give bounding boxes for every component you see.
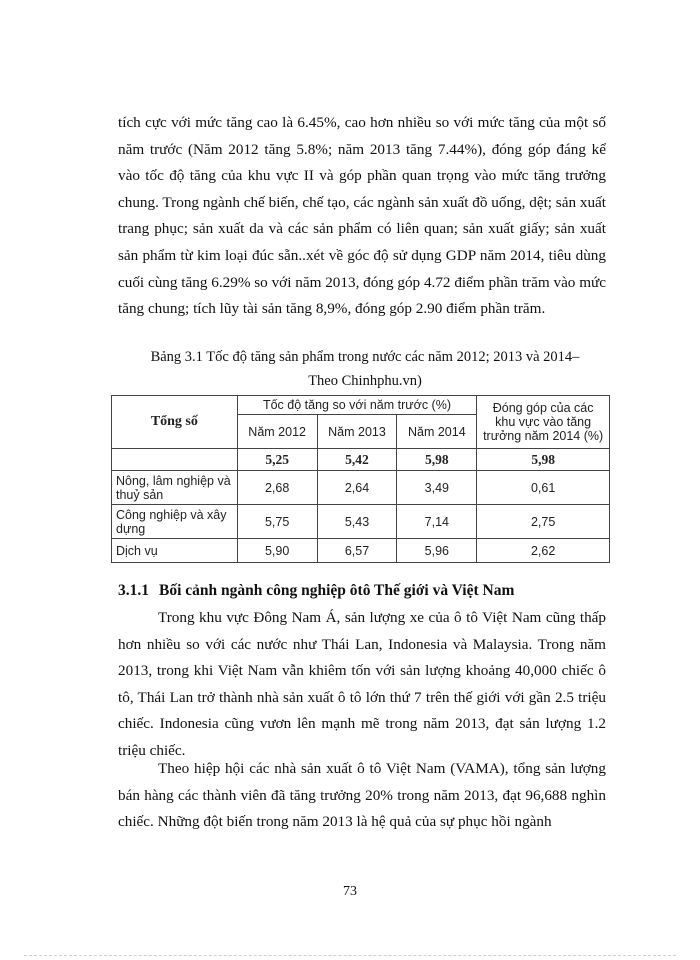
table-cell: 2,75 [477, 505, 610, 539]
paragraph-southeast-asia: Trong khu vực Đông Nam Á, sản lượng xe của ô tô Việt Nam cũng thấp hơn nhiều so với các nước như Thái Lan, Indonesia và Malaysia. Trong năm 2013, trong khi Việt Nam vẫn khiêm tốn với sản lượng khoảng 40,000 chiếc ô tô, Thái Lan trở thành nhà sản xuất ô tô lớn thứ 7 trên thế giới với gần 2.5 triệu chiếc. Indonesia cũng vươn lên mạnh mẽ trong năm 2013, đạt sản lượng 1.2 triệu chiếc. [118, 609, 606, 759]
growth-table [111, 395, 610, 563]
table-cell: 5,25 [237, 449, 317, 471]
table-row-total [112, 449, 610, 471]
table-cell: 7,14 [397, 505, 477, 539]
table-cell: 5,75 [237, 505, 317, 539]
table-header-row-1 [112, 396, 610, 415]
table-cell: 2,64 [317, 471, 397, 505]
table-row [112, 471, 610, 505]
table-row-label: Nông, lâm nghiệp và thuỷ sản [112, 471, 238, 505]
growth-group-header: Tốc độ tăng so với năm trước (%) [237, 396, 477, 415]
table-cell: 0,61 [477, 471, 610, 505]
contribution-header: Đóng góp của các khu vực vào tăng trưởng năm 2014 (%) [477, 396, 610, 449]
table-row-label: Công nghiệp và xây dựng [112, 505, 238, 539]
table-corner-header: Tổng số [112, 396, 238, 449]
table-caption [110, 345, 620, 393]
table-row [112, 505, 610, 539]
table-row [112, 539, 610, 563]
paragraph-gdp-growth: tích cực với mức tăng cao là 6.45%, cao hơn nhiều so với mức tăng của một số năm trước (Năm 2012 tăng 5.8%; năm 2013 tăng 7.44%), đóng góp đáng kể vào tốc độ tăng của khu vực II và góp phần quan trọng vào mức tăng trưởng chung. Trong ngành chế biến, chế tạo, các ngành sản xuất đồ uống, dệt; sản xuất trang phục; sản xuất da và các sản phẩm có liên quan; sản xuất giấy; sản xuất sản phẩm từ kim loại đúc sẵn..xét về góc độ sử dụng GDP năm 2014, tiêu dùng cuối cùng tăng 6.29% so với năm 2013, đóng góp 4.72 điểm phần trăm vào mức tăng chung; tích lũy tài sản tăng 8,9%, đóng góp 2.90 điểm phần trăm. [118, 114, 606, 318]
table-row-label: Dịch vụ [112, 539, 238, 563]
caption-line-2: Theo Chinhphu.vn) [308, 373, 422, 389]
table-cell: 2,68 [237, 471, 317, 505]
year-header-2014: Năm 2014 [397, 415, 477, 449]
table-cell: 5,42 [317, 449, 397, 471]
table-cell: 5,90 [237, 539, 317, 563]
year-header-2013: Năm 2013 [317, 415, 397, 449]
table-cell: 5,98 [397, 449, 477, 471]
section-heading [118, 582, 514, 600]
page-number: 73 [343, 884, 357, 899]
footer-divider [24, 955, 676, 956]
table-cell: 3,49 [397, 471, 477, 505]
section-title: Bối cảnh ngành công nghiệp ôtô Thế giới và Việt Nam [159, 582, 515, 599]
year-header-2012: Năm 2012 [237, 415, 317, 449]
table-cell: 5,96 [397, 539, 477, 563]
caption-line-1: Bảng 3.1 Tốc độ tăng sản phẩm trong nước các năm 2012; 2013 và 2014– [150, 349, 580, 365]
paragraph-vama: Theo hiệp hội các nhà sản xuất ô tô Việt Nam (VAMA), tổng sản lượng bán hàng các thành viên đã tăng trưởng 20% trong năm 2013, đạt 96,688 nghìn chiếc. Những đột biến trong năm 2013 là hệ quả của sự phục hồi ngành [118, 760, 606, 831]
table-cell: 6,57 [317, 539, 397, 563]
section-number: 3.1.1 [118, 582, 149, 599]
table-cell: 2,62 [477, 539, 610, 563]
table-cell: 5,43 [317, 505, 397, 539]
table-cell: 5,98 [477, 449, 610, 471]
table-cell-empty [112, 449, 238, 471]
